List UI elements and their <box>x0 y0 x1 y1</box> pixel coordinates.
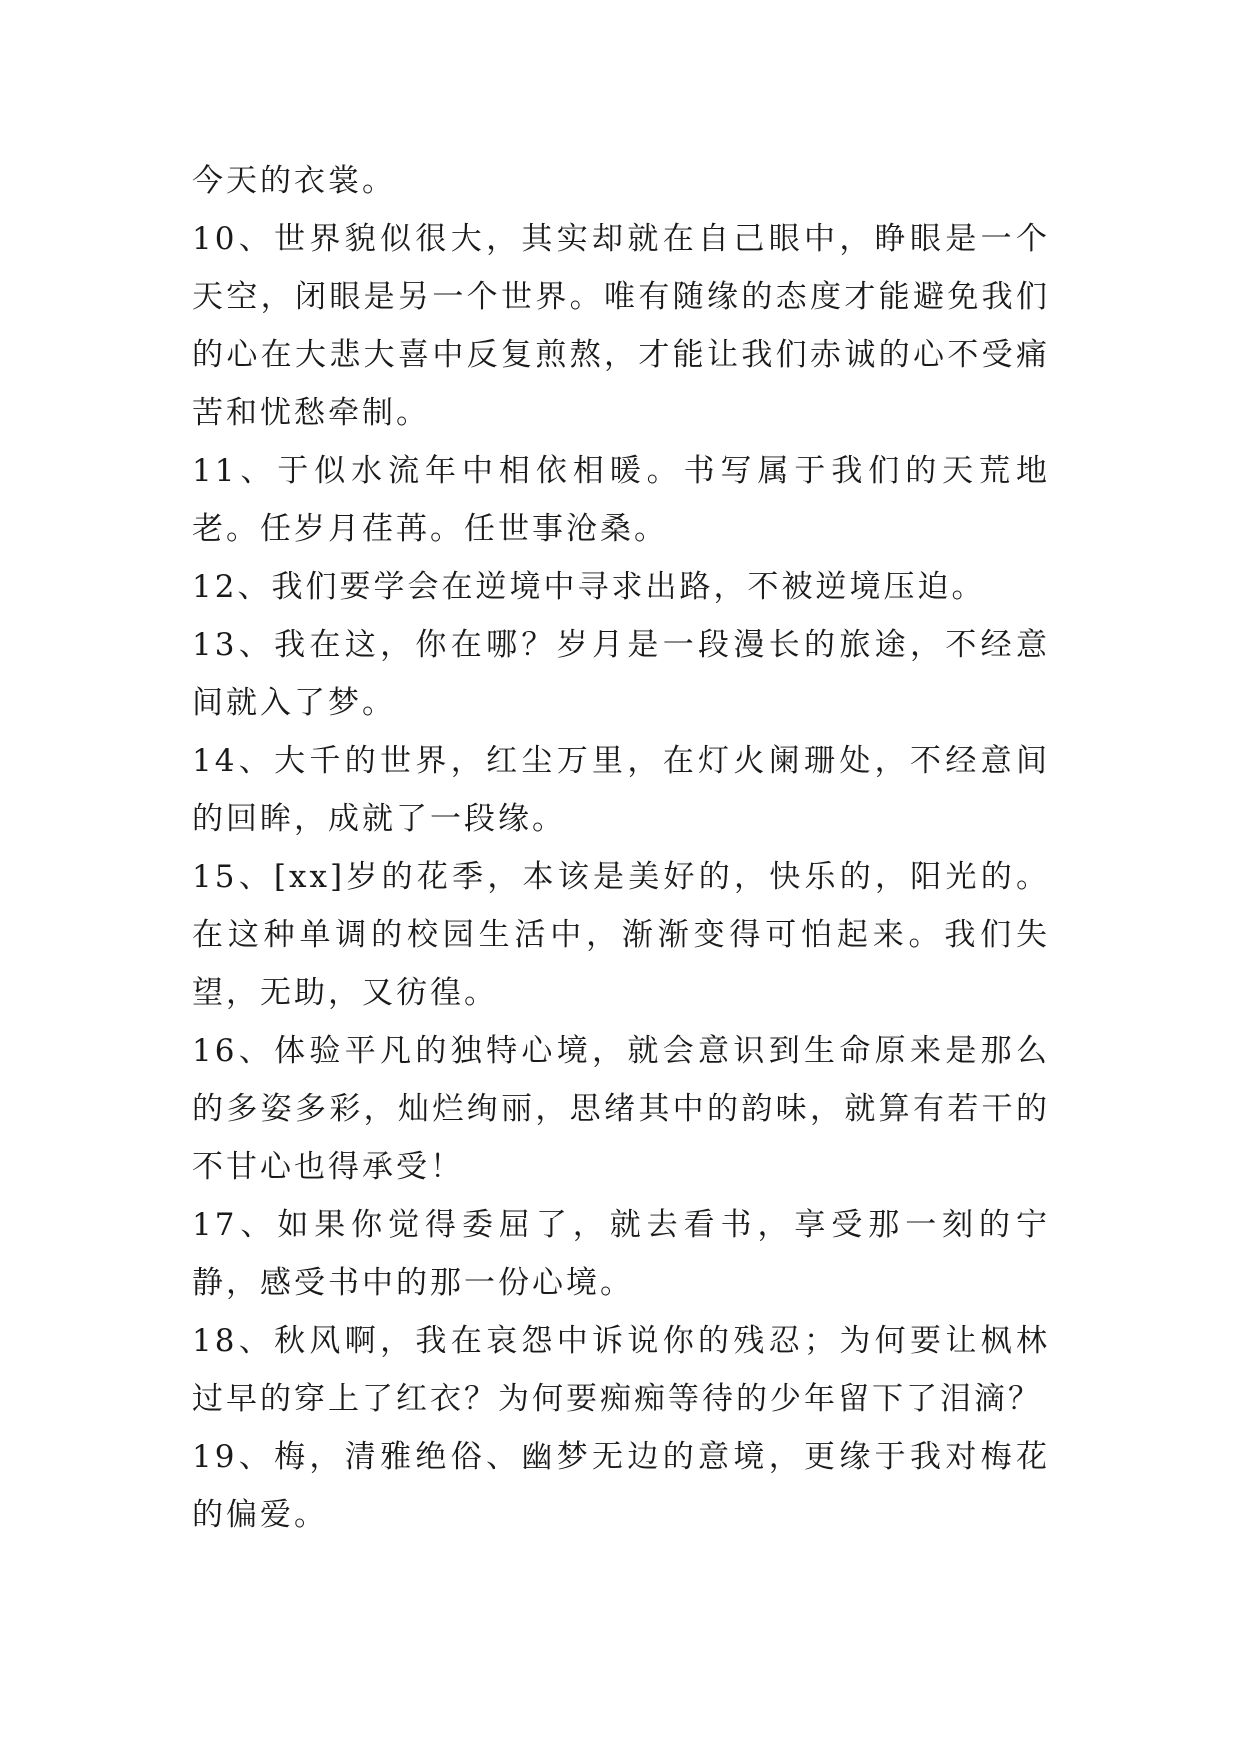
paragraph-item-13: 13、我在这，你在哪？岁月是一段漫长的旅途，不经意间就入了梦。 <box>192 627 1050 721</box>
paragraph-item-11: 11、于似水流年中相依相暖。书写属于我们的天荒地老。任岁月荏苒。任世事沧桑。 <box>192 453 1050 547</box>
paragraph-continuation: 今天的衣裳。 <box>192 163 396 199</box>
document-page <box>192 152 1050 1544</box>
paragraph-item-19: 19、梅，清雅绝俗、幽梦无边的意境，更缘于我对梅花的偏爱。 <box>192 1439 1050 1533</box>
paragraph-item-17: 17、如果你觉得委屈了，就去看书，享受那一刻的宁静，感受书中的那一份心境。 <box>192 1207 1050 1301</box>
paragraph-item-18: 18、秋风啊，我在哀怨中诉说你的残忍；为何要让枫林过早的穿上了红衣？为何要痴痴等待的少年留下了泪滴？ <box>192 1323 1050 1417</box>
paragraph-item-12: 12、我们要学会在逆境中寻求出路，不被逆境压迫。 <box>192 569 986 605</box>
paragraph-item-15: 15、[xx]岁的花季，本该是美好的，快乐的，阳光的。在这种单调的校园生活中，渐渐变得可怕起来。我们失望，无助，又彷徨。 <box>192 859 1050 1011</box>
paragraph-item-16: 16、体验平凡的独特心境，就会意识到生命原来是那么的多姿多彩，灿烂绚丽，思绪其中的韵味，就算有若干的不甘心也得承受！ <box>192 1033 1050 1185</box>
paragraph-item-10: 10、世界貌似很大，其实却就在自己眼中，睁眼是一个天空，闭眼是另一个世界。唯有随缘的态度才能避免我们的心在大悲大喜中反复煎熬，才能让我们赤诚的心不受痛苦和忧愁牵制。 <box>192 221 1050 431</box>
paragraph-item-14: 14、大千的世界，红尘万里，在灯火阑珊处，不经意间的回眸，成就了一段缘。 <box>192 743 1050 837</box>
